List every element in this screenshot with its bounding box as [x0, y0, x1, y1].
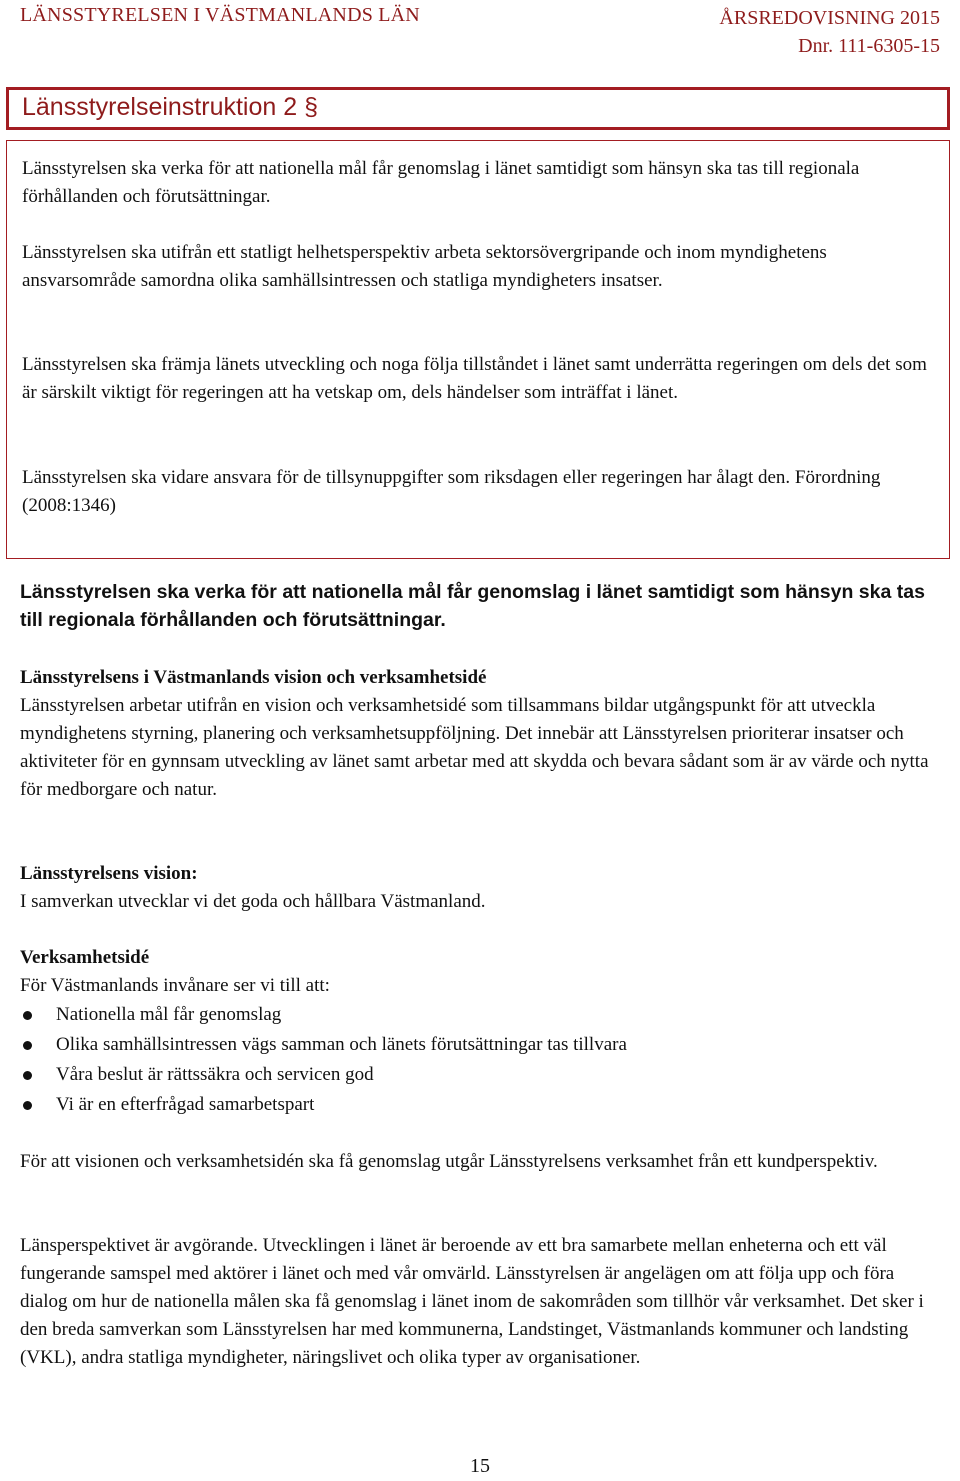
closing-paragraph-2 [20, 1232, 945, 1372]
closing-text-2: Länsperspektivet är avgörande. Utvecklingen i länet är beroende av ett bra samarbete mellan enheterna och ett väl fungerande samspel med aktörer i länet och med vår omvärld. Länsstyrelsen är angelägen om att följa upp och föra dialog om hur de nationella målen ska få genomslag i länet inom de sakområden som tillhör vår verksamhet. Det sker i den breda samverkan som Länsstyrelsen har med kommunerna, Landstinget, Västmanlands kommuner och landsting (VKL), andra statliga myndigheter, näringslivet och olika typer av organisationer. [20, 1235, 924, 1368]
list-item: Nationella mål får genomslag [20, 1000, 945, 1030]
list-item: Vi är en efterfrågad samarbetspart [20, 1090, 945, 1120]
bullet-icon [23, 1071, 32, 1080]
instruction-paragraph-3: Länsstyrelsen ska främja länets utveckling och noga följa tillståndet i länet samt underrätta regeringen om dels det som är särskilt viktigt för regeringen att ha vetskap om, dels händelser som inträffat i länet. [22, 354, 927, 403]
vision-text: I samverkan utvecklar vi det goda och hållbara Västmanland. [20, 891, 486, 912]
instruction-paragraph-2: Länsstyrelsen ska utifrån ett statligt helhetsperspektiv arbeta sektorsövergripande och inom myndighetens ansvarsområde samordna olika samhällsintressen och statliga myndigheters insatser. [22, 242, 827, 291]
header-right [719, 4, 940, 60]
verksamhetside-heading: Verksamhetsidé [20, 947, 150, 968]
verksamhetside-list [20, 1000, 945, 1120]
instruction-title: Länsstyrelseinstruktion 2 § [22, 93, 318, 121]
header-report: ÅRSREDOVISNING 2015 [719, 7, 940, 29]
vision-section [20, 664, 945, 804]
instruction-paragraph-4: Länsstyrelsen ska vidare ansvara för de tillsynuppgifter som riksdagen eller regeringen har ålagt den. Förordning (2008:1346) [22, 467, 881, 516]
verksamhetside [20, 944, 945, 1120]
vision [20, 860, 945, 916]
page-number: 15 [470, 1455, 490, 1477]
instruction-paragraph-1: Länsstyrelsen ska verka för att nationella mål får genomslag i länet samtidigt som hänsyn ska tas till regionala förhållanden och förutsättningar. [22, 158, 860, 207]
closing-paragraph-1 [20, 1148, 945, 1176]
header-dnr: Dnr. 111-6305-15 [798, 35, 940, 57]
instruction-box [6, 140, 950, 559]
list-item: Olika samhällsintressen vägs samman och länets förutsättningar tas tillvara [20, 1030, 945, 1060]
closing-text-1: För att visionen och verksamhetsidén ska få genomslag utgår Länsstyrelsens verksamhet från ett kundperspektiv. [20, 1151, 878, 1172]
vision-heading: Länsstyrelsens vision: [20, 863, 198, 884]
bullet-icon [23, 1041, 32, 1050]
header-org: LÄNSSTYRELSEN I VÄSTMANLANDS LÄN [20, 4, 420, 26]
bullet-icon [23, 1011, 32, 1020]
list-item: Våra beslut är rättssäkra och servicen god [20, 1060, 945, 1090]
vision-section-body: Länsstyrelsen arbetar utifrån en vision och verksamhetsidé som tillsammans bildar utgångspunkt för att utveckla myndighetens styrning, planering och verksamhetsuppföljning. Det innebär att Länsstyrelsen prioriterar insatser och aktiviteter för en gynnsam utveckling av länet samt arbetar med att skydda och bevara sådant som är av värde och nytta för medborgare och natur. [20, 695, 929, 800]
verksamhetside-intro: För Västmanlands invånare ser vi till att: [20, 975, 330, 996]
instruction-title-box [6, 87, 950, 130]
key-statement: Länsstyrelsen ska verka för att nationella mål får genomslag i länet samtidigt som hänsyn ska tas till regionala förhållanden och förutsättningar. [20, 581, 925, 631]
bullet-icon [23, 1101, 32, 1110]
vision-section-heading: Länsstyrelsens i Västmanlands vision och verksamhetsidé [20, 667, 487, 688]
